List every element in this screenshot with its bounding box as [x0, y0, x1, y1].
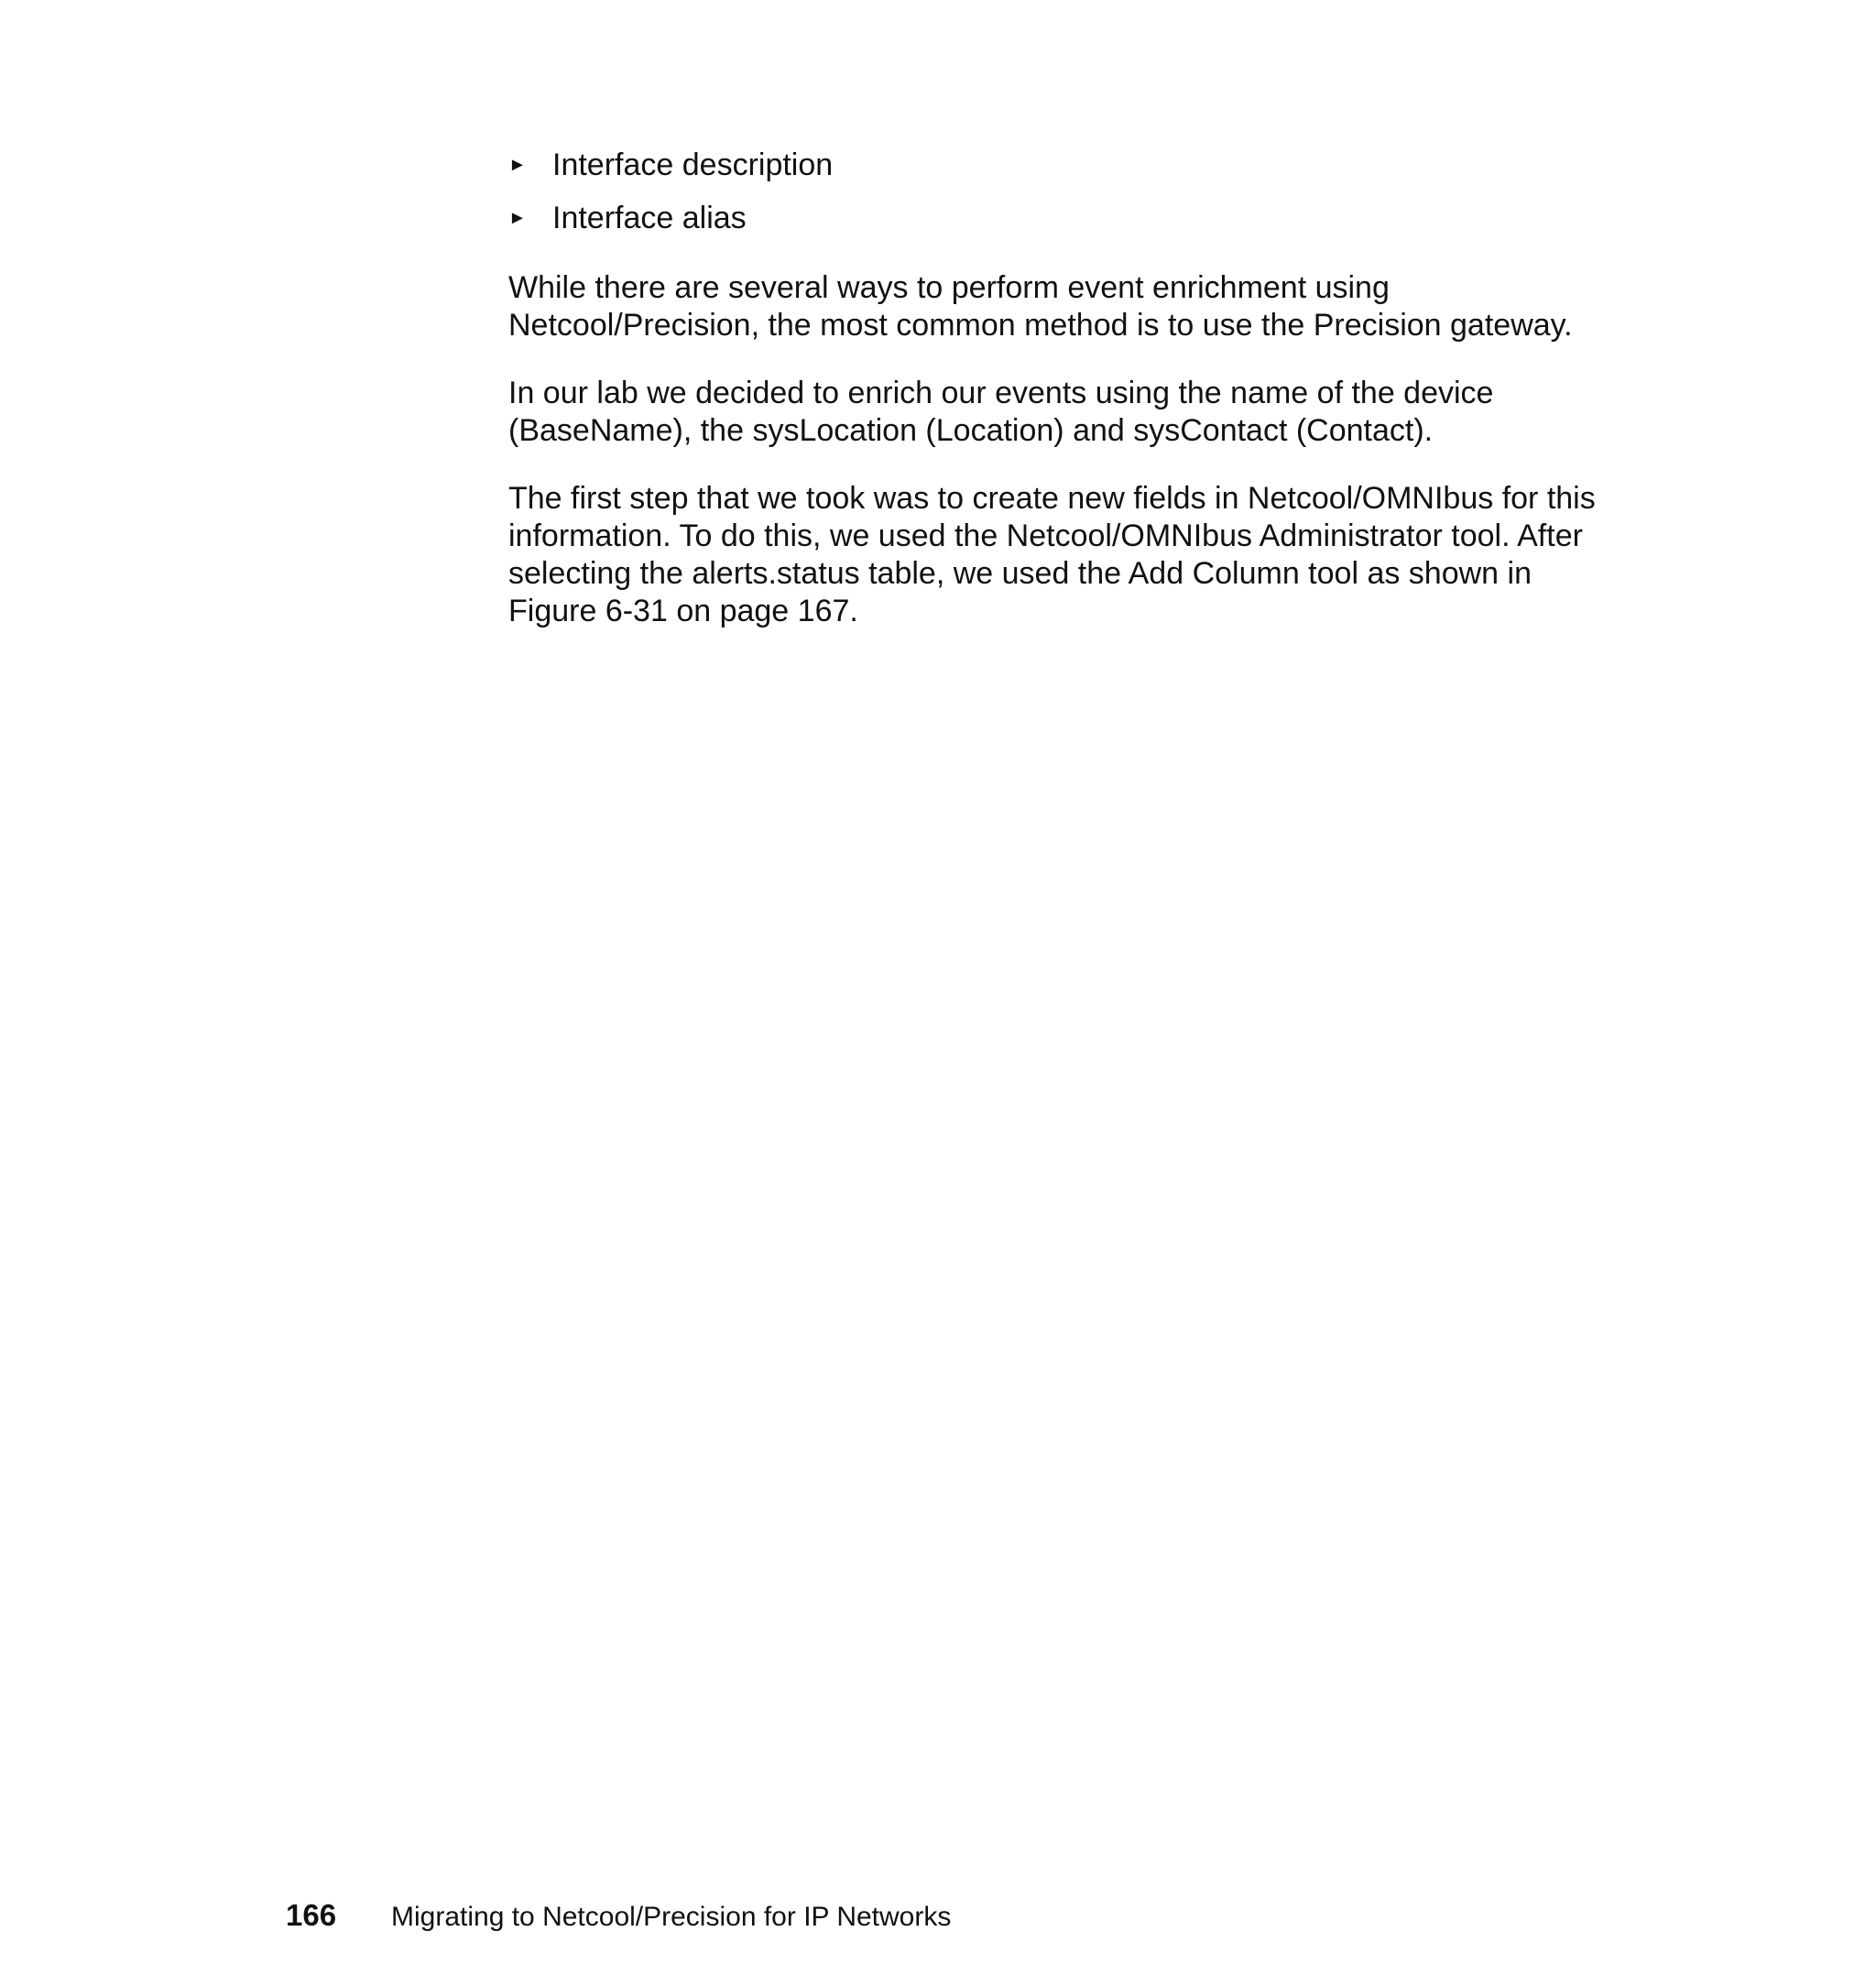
triangle-bullet-icon: ►	[508, 208, 527, 228]
list-item	[508, 147, 1608, 183]
list-item-text: Interface alias	[552, 201, 747, 235]
paragraph-line: While there are several ways to perform event enrichment using	[508, 270, 1390, 305]
triangle-bullet-icon: ►	[508, 155, 527, 175]
paragraph-lab-enrichment	[508, 375, 1608, 450]
page-body	[508, 147, 1608, 660]
paragraph-line: The first step that we took was to create new fields in Netcool/OMNIbus for this	[508, 481, 1596, 516]
paragraph-first-step	[508, 480, 1608, 630]
paragraph-line: selecting the alerts.status table, we used the Add Column tool as shown in	[508, 556, 1532, 591]
paragraph-enrichment-methods	[508, 269, 1608, 344]
page-footer	[286, 1898, 951, 1933]
page-number: 166	[286, 1898, 337, 1932]
list-item	[508, 200, 1608, 236]
paragraph-line: In our lab we decided to enrich our events using the name of the device	[508, 376, 1494, 410]
book-title: Migrating to Netcool/Precision for IP Networks	[391, 1902, 952, 1932]
paragraph-line: (BaseName), the sysLocation (Location) and sysContact (Contact).	[508, 413, 1434, 448]
list-item-text: Interface description	[552, 147, 834, 182]
paragraph-line: Figure 6-31 on page 167.	[508, 594, 858, 628]
bullet-list	[508, 147, 1608, 236]
paragraph-line: Netcool/Precision, the most common method is to use the Precision gateway.	[508, 308, 1573, 343]
paragraph-line: information. To do this, we used the Netcool/OMNIbus Administrator tool. After	[508, 518, 1583, 553]
